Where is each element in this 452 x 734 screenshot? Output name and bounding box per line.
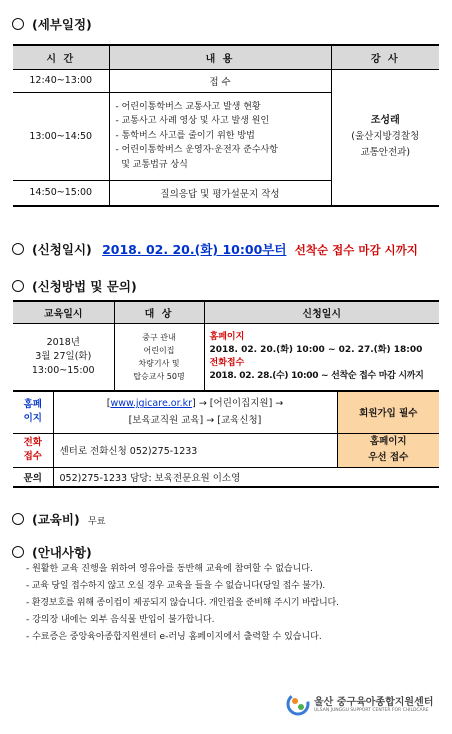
- apply-period: (신청일시) 2018. 02. 20.(화) 10:00부터 선착순 접수 마감 시까지: [12, 240, 418, 258]
- list-item: - 수료증은 중앙육아종합지원센터 e-러닝 홈페이지에서 출력할 수 있습니다.: [26, 632, 322, 642]
- menu-path: → [어린이집지원] →: [198, 398, 284, 410]
- time-cell: 14:50~15:00: [13, 180, 109, 206]
- instructor-org: (울산지방경찰청: [351, 131, 420, 143]
- col-header-apply-date: 신청일시: [204, 301, 439, 323]
- apply-date: 2018. 02. 20.(화) 10:00부터: [102, 242, 287, 257]
- col-header-target: 대 상: [114, 301, 204, 323]
- table-row: [13, 69, 439, 92]
- instructor-cell: [331, 69, 439, 206]
- target-line: 중구 관내: [142, 332, 176, 342]
- schedule-heading: (세부일정): [12, 15, 92, 33]
- phone-period: 2018. 02. 28.(수) 10:00 ~ 선착순 접수 마감 시까지: [209, 370, 424, 381]
- circle-bullet-icon: [12, 18, 24, 30]
- edu-year: 2018년: [46, 336, 80, 348]
- target-cell: [114, 323, 204, 391]
- table-row: [13, 391, 439, 433]
- method-table: [13, 300, 439, 488]
- col-header-time: 시 간: [13, 45, 109, 69]
- list-item: - 어린이통학버스 교통사고 발생 현황: [115, 101, 261, 112]
- footer-logo: [286, 690, 446, 720]
- col-header-edu-date: 교육일시: [13, 301, 114, 323]
- list-item: - 교통사고 사례 영상 및 사고 발생 원인: [115, 116, 270, 127]
- apply-date-cell: [204, 323, 439, 391]
- fee-section: (교육비) 무료: [12, 510, 105, 528]
- fee-value: 무료: [88, 517, 106, 527]
- list-item: - 교육 당일 접수하지 않고 오실 경우 교육을 들을 수 없습니다(당일 접수 불가).: [26, 581, 326, 591]
- instructor-name: 조성래: [370, 115, 400, 127]
- homepage-path: [www.jgicare.or.kr] → [어린이집지원] → [보육교직원 교육] → [교육신청]: [53, 391, 337, 433]
- circle-bullet-icon: [12, 243, 24, 255]
- circle-bullet-icon: [12, 513, 24, 525]
- apply-deadline: 선착순 접수 마감 시까지: [294, 243, 418, 257]
- content-cell: 접 수: [109, 69, 331, 92]
- guide-heading: (안내사항): [12, 543, 92, 561]
- signup-note: 회원가입 필수: [337, 391, 439, 433]
- guide-list: [26, 561, 446, 646]
- target-line: 어린이집: [143, 345, 175, 355]
- phone-text: 센터로 전화신청 052)275-1233: [53, 433, 337, 467]
- phone-label: 전화접수: [209, 357, 245, 368]
- list-item: - 강의장 내에는 외부 음식물 반입이 불가합니다.: [26, 615, 215, 625]
- homepage-row-label: 홈페 이지: [13, 391, 53, 433]
- inquiry-text: 052)275-1233 담당: 보육전문요원 이소영: [59, 472, 241, 484]
- center-name-english: ULSAN JUNGGU SUPPORT CENTER FOR CHILDCARE: [314, 708, 429, 713]
- priority-note: 홈페이지 우선 접수: [337, 433, 439, 467]
- content-list: [109, 92, 331, 180]
- list-item: - 환경보호를 위해 종이컵이 제공되지 않습니다. 개인컵을 준비해 주시기 바랍니다.: [26, 598, 339, 608]
- circle-bullet-icon: [12, 280, 24, 292]
- homepage-link[interactable]: www.jgicare.or.kr: [110, 398, 193, 410]
- edu-date-cell: [13, 323, 114, 391]
- target-line: 차량기사 및: [138, 358, 180, 368]
- inquiry-label: 문의: [13, 467, 53, 487]
- table-row: [13, 467, 439, 487]
- table-row: [13, 323, 439, 391]
- homepage-label: 홈페이지: [209, 331, 245, 342]
- content-cell: 질의응답 및 평가설문지 작성: [109, 180, 331, 206]
- time-cell: 12:40~13:00: [13, 69, 109, 92]
- center-logo-icon: [286, 692, 310, 716]
- list-item: 및 교통법규 상식: [115, 159, 188, 170]
- circle-bullet-icon: [12, 546, 24, 558]
- table-row: [13, 433, 439, 467]
- col-header-instructor: 강 사: [331, 45, 439, 69]
- homepage-period: 2018. 02. 20.(화) 10:00 ~ 02. 27.(화) 18:00: [209, 344, 423, 355]
- edu-day: 3월 27일(화): [35, 350, 92, 362]
- list-item: - 원활한 교육 진행을 위하여 영유아를 동반해 교육에 참여할 수 없습니다.: [26, 564, 313, 574]
- time-cell: 13:00~14:50: [13, 92, 109, 180]
- edu-time: 13:00~15:00: [31, 364, 95, 376]
- instructor-org-2: 교통안전과): [360, 147, 411, 159]
- col-header-content: 내 용: [109, 45, 331, 69]
- method-heading: (신청방법 및 문의): [12, 277, 137, 295]
- list-item: - 어린이통학버스 운영자·운전자 준수사항: [115, 145, 278, 156]
- target-line: 탑승교사 50명: [133, 371, 185, 381]
- list-item: - 통학버스 사고를 줄이기 위한 방법: [115, 130, 255, 141]
- schedule-table: [13, 44, 439, 207]
- phone-row-label: 전화 접수: [13, 433, 53, 467]
- menu-path-2: [보육교직원 교육] → [교육신청]: [128, 415, 262, 427]
- center-name: 울산 중구육아종합지원센터: [314, 697, 434, 708]
